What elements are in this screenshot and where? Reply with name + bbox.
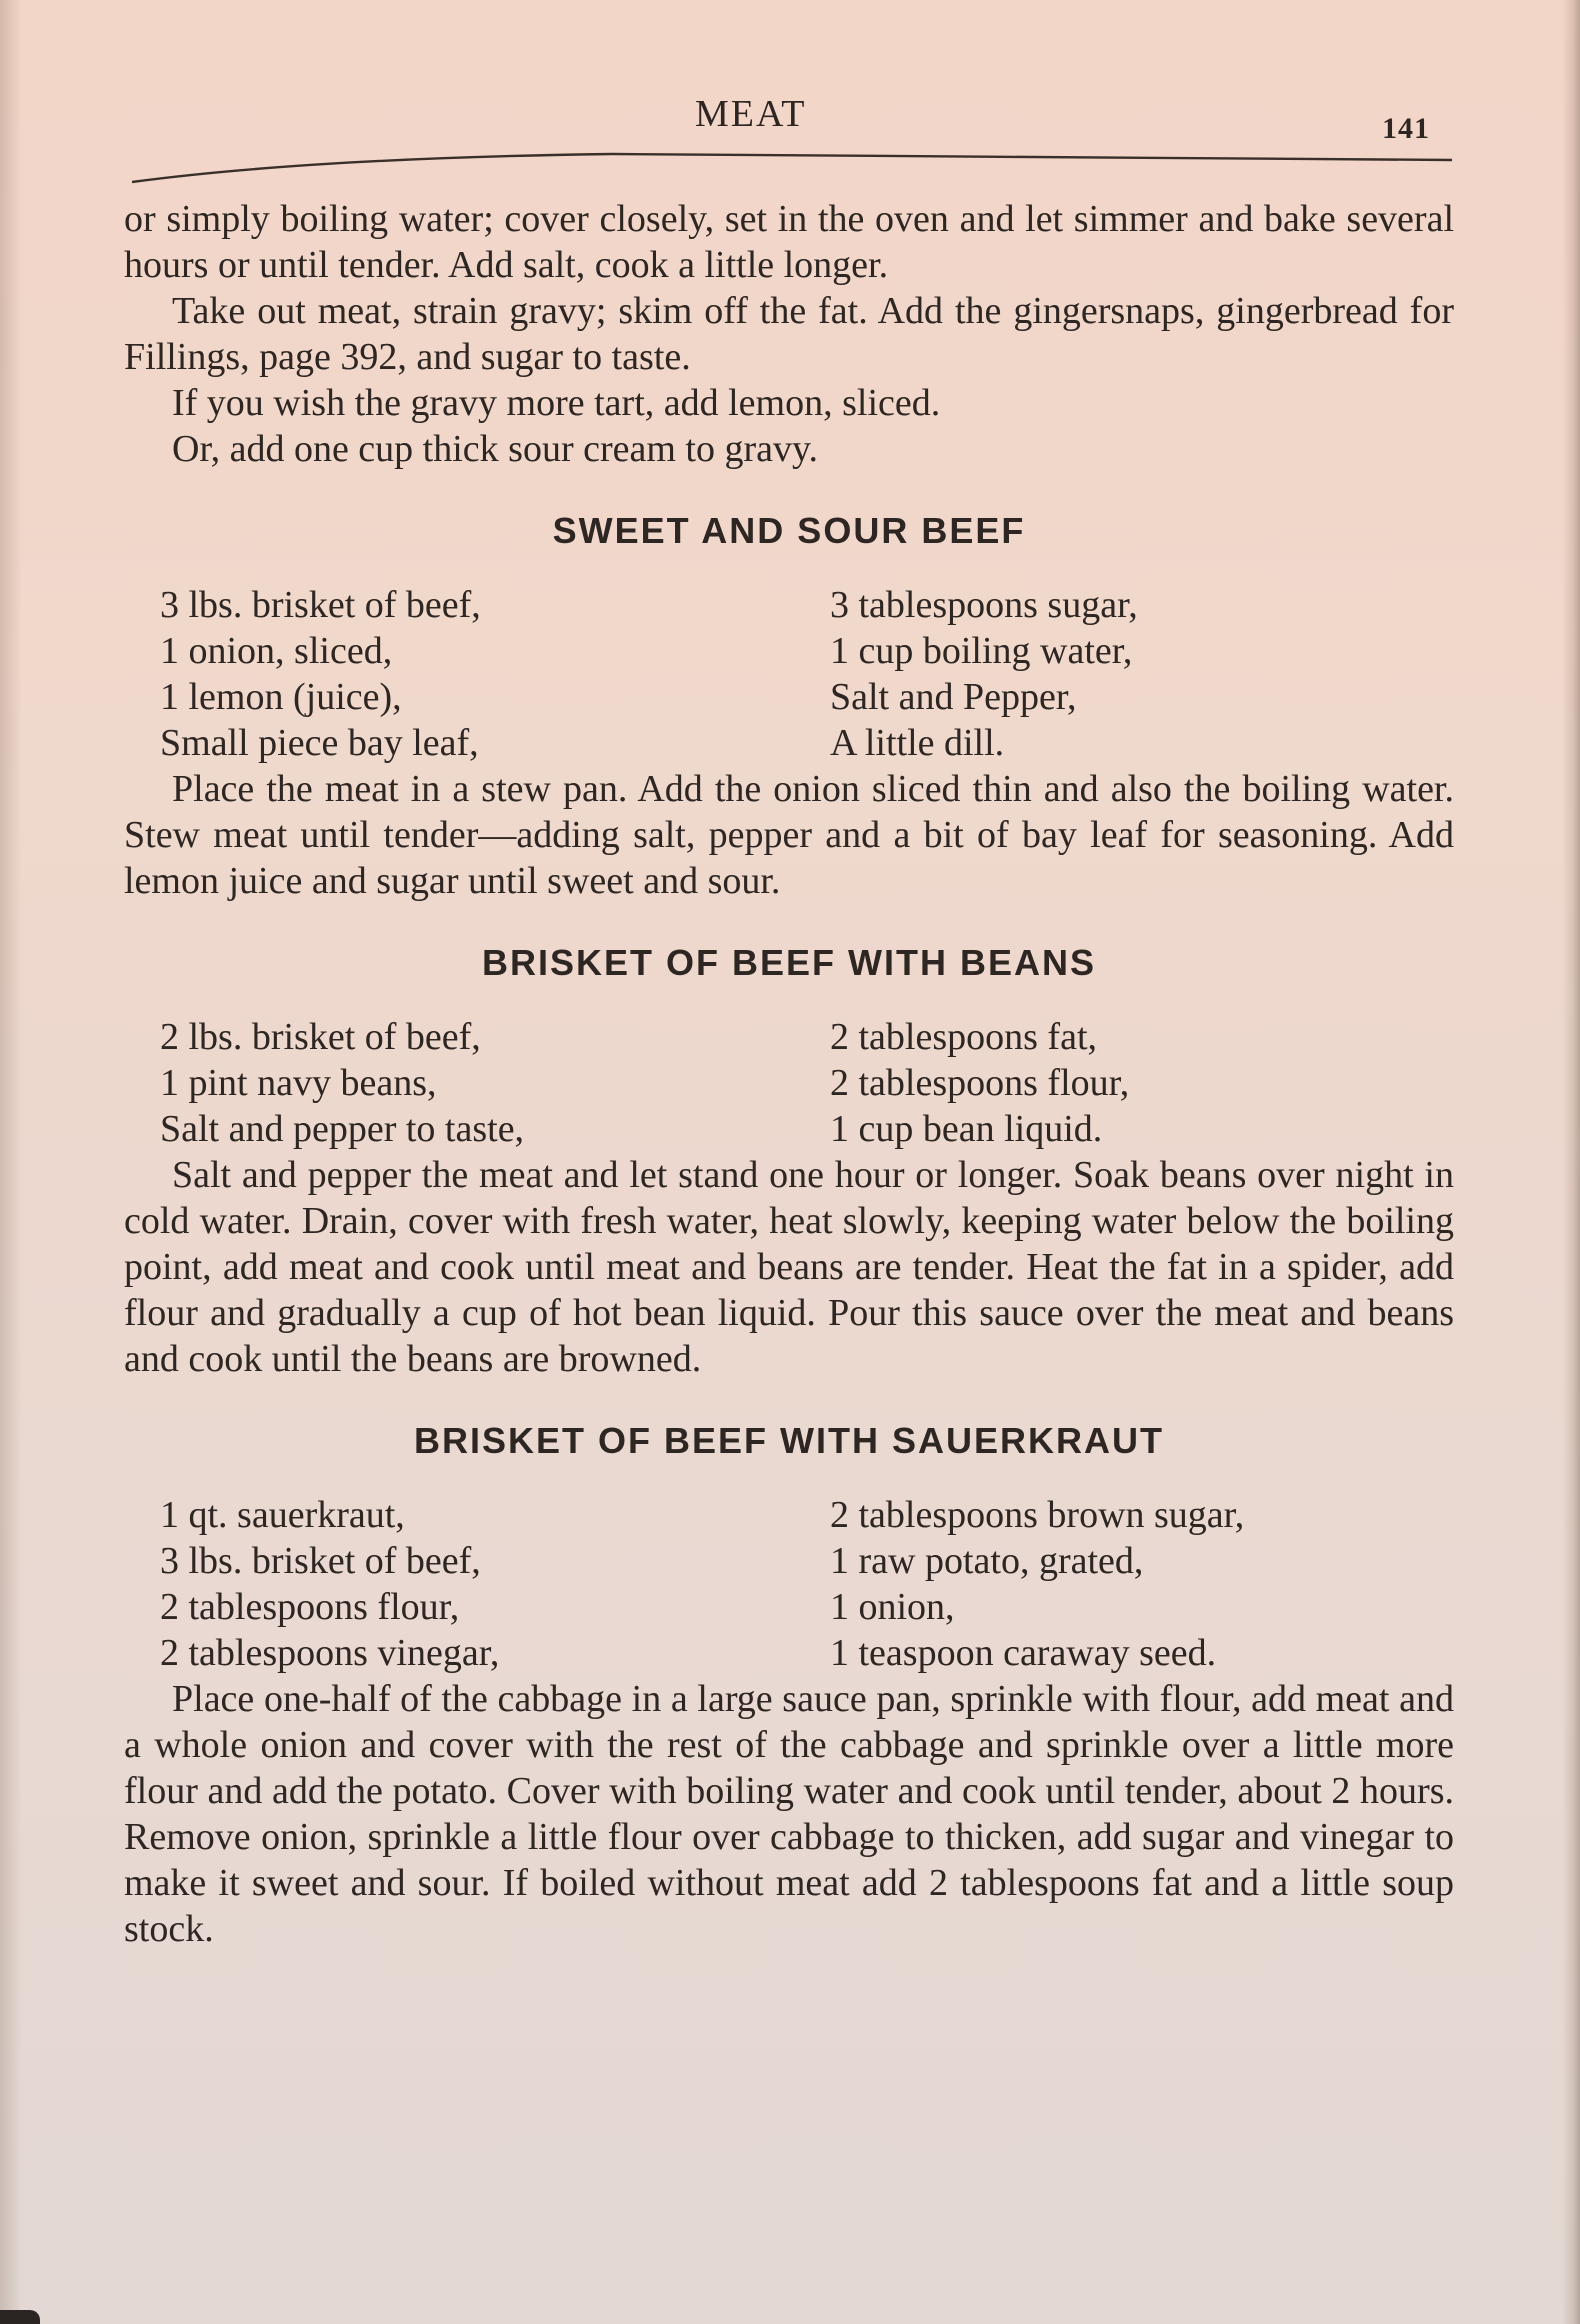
page-body (124, 196, 1454, 1952)
ingredient-column-right (830, 1492, 1490, 1676)
ingredient-list (124, 582, 1454, 766)
recipe-brisket-with-beans (124, 940, 1454, 1382)
ingredient: 1 cup boiling water, (830, 630, 1133, 672)
running-head (0, 92, 1580, 145)
ingredient-list (124, 1014, 1454, 1152)
ingredient: 1 cup bean liquid. (830, 1108, 1103, 1150)
ingredient: 2 tablespoons flour, (830, 1062, 1130, 1104)
recipe-method: Place one-half of the cabbage in a large sauce pan, sprinkle with flour, add meat and a whole onion and cover with the rest of the cabbage and sprinkle over a little more flour and add the potato. Cover with boiling water and cook until tender, about 2 hours. Remove onion, sprinkle a little flour over cabbage to thicken, add sugar and vinegar to make it sweet and sour. If boiled without meat add 2 tablespoons fat and a little soup stock. (124, 1678, 1454, 1950)
ingredient: 3 tablespoons sugar, (830, 584, 1138, 626)
ingredient: 1 qt. sauerkraut, (160, 1494, 405, 1536)
ingredient-column-left (160, 1492, 830, 1676)
ingredient: 1 onion, (830, 1586, 955, 1628)
ingredient-column-right (830, 1014, 1490, 1152)
ingredient: A little dill. (830, 722, 1005, 764)
ingredient-column-left (160, 582, 830, 766)
page-edge-left (0, 0, 22, 2324)
recipe-title: SWEET AND SOUR BEEF (552, 510, 1026, 551)
recipe-sweet-and-sour-beef (124, 508, 1454, 904)
ingredient: 2 tablespoons brown sugar, (830, 1494, 1245, 1536)
ingredient: 1 raw potato, grated, (830, 1540, 1144, 1582)
recipe-title: BRISKET OF BEEF WITH BEANS (481, 942, 1096, 983)
ingredient: 2 tablespoons vinegar, (160, 1632, 500, 1674)
ingredient-list (124, 1492, 1454, 1676)
recipe-title: BRISKET OF BEEF WITH SAUERKRAUT (414, 1420, 1164, 1461)
ingredient: 1 teaspoon caraway seed. (830, 1632, 1217, 1674)
ingredient: Salt and pepper to taste, (160, 1108, 525, 1150)
intro-paragraph: If you wish the gravy more tart, add lemon, sliced. (172, 382, 941, 424)
page-edge-right (1562, 0, 1580, 2324)
recipe-method: Place the meat in a stew pan. Add the onion sliced thin and also the boiling water. Stew meat until tender—adding salt, pepper and a bit of bay leaf for seasoning. Add lemon juice and sugar until sweet and sour. (124, 768, 1454, 902)
book-corner-shadow (0, 2310, 40, 2324)
intro-paragraph: or simply boiling water; cover closely, set in the oven and let simmer and bake several hours or until tender. Add salt, cook a little longer. (124, 198, 1454, 286)
ingredient-column-left (160, 1014, 830, 1152)
ingredient: 3 lbs. brisket of beef, (160, 1540, 481, 1582)
ingredient: 1 pint navy beans, (160, 1062, 437, 1104)
ingredient: 2 tablespoons fat, (830, 1016, 1098, 1058)
recipe-brisket-with-sauerkraut (124, 1418, 1454, 1952)
header-rule (132, 150, 1452, 190)
ingredient: 1 lemon (juice), (160, 676, 402, 718)
ingredient: Small piece bay leaf, (160, 722, 479, 764)
intro-continuation (124, 196, 1454, 472)
ingredient: 1 onion, sliced, (160, 630, 393, 672)
ingredient: Salt and Pepper, (830, 676, 1077, 718)
ingredient: 3 lbs. brisket of beef, (160, 584, 481, 626)
ingredient: 2 tablespoons flour, (160, 1586, 460, 1628)
running-title: MEAT (695, 93, 807, 135)
intro-paragraph: Take out meat, strain gravy; skim off the fat. Add the gingersnaps, gingerbread for Fillings, page 392, and sugar to taste. (124, 290, 1454, 378)
ingredient-column-right (830, 582, 1490, 766)
recipe-method: Salt and pepper the meat and let stand one hour or longer. Soak beans over night in cold water. Drain, cover with fresh water, heat slowly, keeping water below the boiling point, add meat and cook until meat and beans are tender. Heat the fat in a spider, add flour and gradually a cup of hot bean liquid. Pour this sauce over the meat and beans and cook until the beans are browned. (124, 1154, 1454, 1380)
ingredient: 2 lbs. brisket of beef, (160, 1016, 481, 1058)
page-number: 141 (1382, 112, 1430, 145)
intro-paragraph: Or, add one cup thick sour cream to gravy. (172, 428, 819, 470)
